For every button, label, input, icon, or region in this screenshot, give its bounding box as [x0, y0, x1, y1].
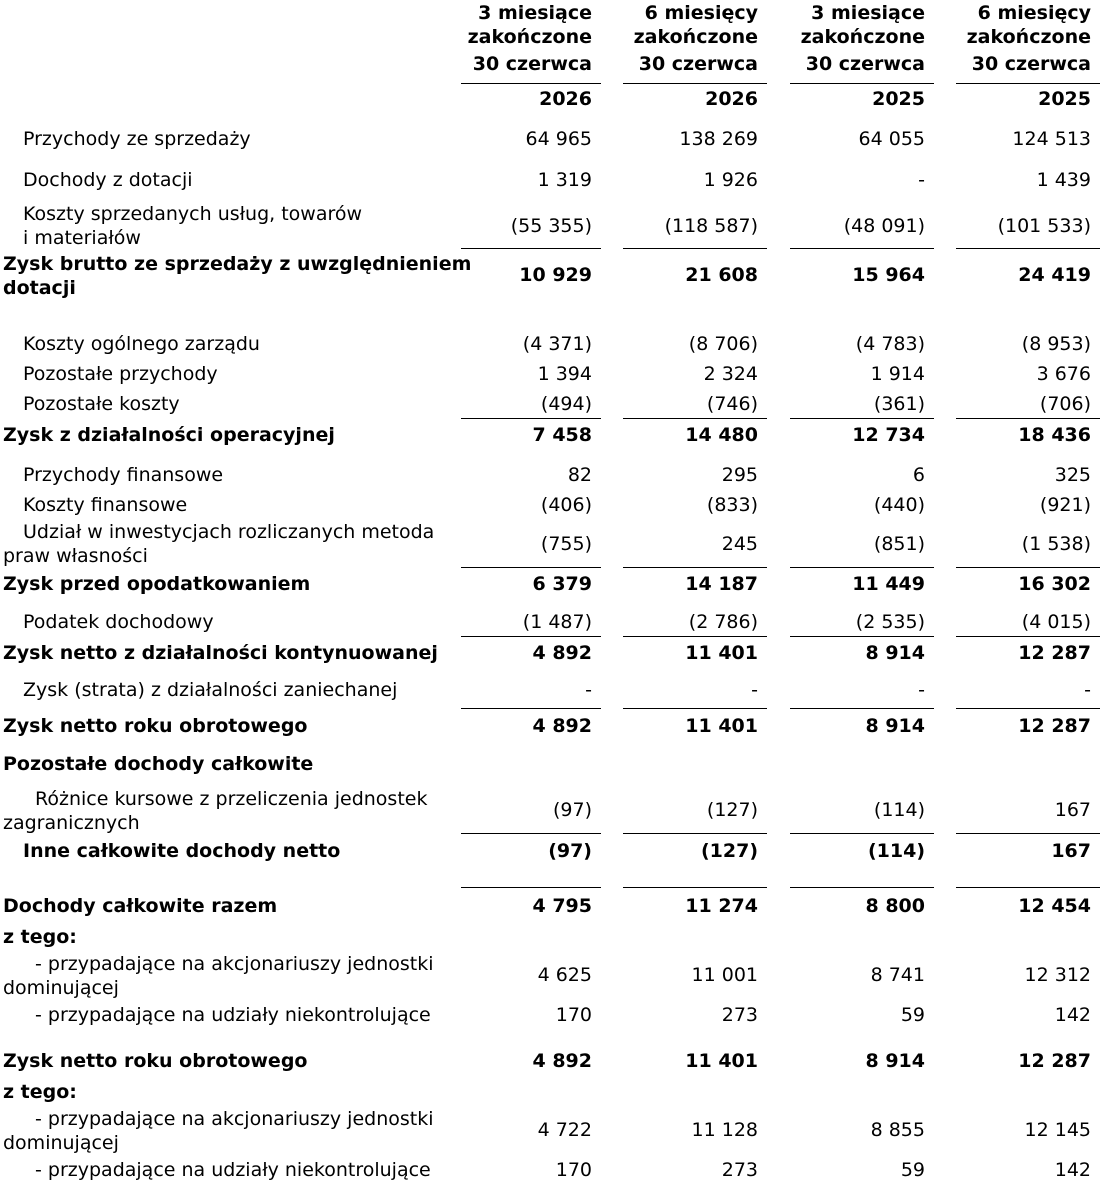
row-label: z tego:: [3, 1081, 77, 1103]
row-value: (114): [873, 799, 925, 821]
total-rule: [461, 833, 601, 834]
row-value: 138 269: [679, 128, 758, 150]
header-rule: [461, 83, 601, 84]
row-value: (755): [540, 533, 592, 555]
row-value: (127): [706, 799, 758, 821]
row-label-continuation: dominującej: [3, 1132, 119, 1154]
row-value: 8 855: [870, 1119, 925, 1141]
row-value: (4 015): [1021, 611, 1091, 633]
row-value: (406): [540, 494, 592, 516]
row-value: (8 706): [688, 333, 758, 355]
row-value: 10 929: [519, 264, 592, 286]
year-label: 2026: [705, 88, 758, 110]
row-label: Koszty finansowe: [23, 494, 188, 516]
row-value: (494): [540, 393, 592, 415]
row-label: Udział w inwestycjach rozliczanych metoda: [23, 521, 435, 543]
row-label: - przypadające na udziały niekontrolujące: [35, 1004, 431, 1026]
row-value: 59: [900, 1004, 925, 1026]
total-rule: [461, 636, 601, 637]
row-value: (1 538): [1021, 533, 1091, 555]
row-value: 167: [1054, 799, 1091, 821]
row-value: 1 439: [1036, 169, 1091, 191]
row-value: (746): [706, 393, 758, 415]
row-value: (97): [552, 799, 592, 821]
row-label: Zysk netto roku obrotowego: [3, 715, 308, 737]
total-rule: [461, 887, 601, 888]
row-value: -: [918, 679, 925, 701]
row-value: 14 480: [685, 424, 758, 446]
row-value: 4 892: [532, 715, 592, 737]
row-value: -: [918, 169, 925, 191]
column-header-line2: zakończone: [966, 26, 1091, 48]
row-value: (8 953): [1021, 333, 1091, 355]
row-label-continuation: dotacji: [3, 277, 76, 299]
total-rule: [623, 833, 767, 834]
row-value: (4 783): [855, 333, 925, 355]
row-value: 295: [721, 464, 758, 486]
row-value: 21 608: [685, 264, 758, 286]
row-value: 18 436: [1018, 424, 1091, 446]
row-label: Zysk netto roku obrotowego: [3, 1050, 308, 1072]
total-rule: [956, 418, 1100, 419]
column-header-line1: 3 miesiące: [478, 2, 592, 24]
total-rule: [790, 567, 934, 568]
row-value: (361): [873, 393, 925, 415]
row-value: 11 401: [685, 1050, 758, 1072]
row-value: 325: [1054, 464, 1091, 486]
row-value: -: [751, 679, 758, 701]
total-rule: [461, 708, 601, 709]
column-header-line3: 30 czerwca: [638, 53, 758, 75]
total-rule: [790, 418, 934, 419]
row-value: (55 355): [510, 215, 592, 237]
total-rule: [956, 636, 1100, 637]
row-value: 273: [721, 1004, 758, 1026]
row-value: 273: [721, 1159, 758, 1181]
row-label: Pozostałe dochody całkowite: [3, 753, 314, 775]
row-value: 170: [555, 1159, 592, 1181]
row-label: Przychody ze sprzedaży: [23, 128, 251, 150]
row-value: 8 741: [870, 964, 925, 986]
row-value: 16 302: [1018, 573, 1091, 595]
row-value: 167: [1051, 840, 1091, 862]
row-value: 3 676: [1036, 363, 1091, 385]
total-rule: [790, 636, 934, 637]
row-value: 64 055: [858, 128, 925, 150]
row-value: 12 312: [1024, 964, 1091, 986]
row-value: 59: [900, 1159, 925, 1181]
row-value: (2 786): [688, 611, 758, 633]
row-value: 4 625: [537, 964, 592, 986]
total-rule: [956, 833, 1100, 834]
row-label: Zysk netto z działalności kontynuowanej: [3, 642, 438, 664]
row-value: (921): [1039, 494, 1091, 516]
header-rule: [623, 83, 767, 84]
row-value: (833): [706, 494, 758, 516]
row-label: Podatek dochodowy: [23, 611, 214, 633]
row-value: 245: [721, 533, 758, 555]
row-value: 12 734: [852, 424, 925, 446]
row-value: (2 535): [855, 611, 925, 633]
row-value: 11 001: [691, 964, 758, 986]
row-value: (48 091): [843, 215, 925, 237]
row-label: z tego:: [3, 926, 77, 948]
row-value: (97): [548, 840, 592, 862]
row-label: Różnice kursowe z przeliczenia jednostek: [35, 788, 428, 810]
row-value: 142: [1054, 1159, 1091, 1181]
row-label: Dochody z dotacji: [23, 169, 193, 191]
row-value: (127): [700, 840, 758, 862]
row-value: 12 454: [1018, 895, 1091, 917]
row-label: Pozostałe przychody: [23, 363, 218, 385]
total-rule: [956, 887, 1100, 888]
row-value: (114): [867, 840, 925, 862]
total-rule: [956, 708, 1100, 709]
total-rule: [461, 567, 601, 568]
row-label: - przypadające na akcjonariuszy jednostki: [35, 1108, 434, 1130]
row-value: 8 914: [865, 642, 925, 664]
total-rule: [790, 708, 934, 709]
row-label-continuation: praw własności: [3, 545, 148, 567]
row-value: 142: [1054, 1004, 1091, 1026]
row-label: Zysk brutto ze sprzedaży z uwzględnieniem: [3, 253, 472, 275]
column-header-line2: zakończone: [467, 26, 592, 48]
row-value: 8 800: [865, 895, 925, 917]
row-value: 1 914: [870, 363, 925, 385]
row-value: 124 513: [1012, 128, 1091, 150]
row-value: 12 287: [1018, 1050, 1091, 1072]
row-value: 8 914: [865, 1050, 925, 1072]
row-value: 4 722: [537, 1119, 592, 1141]
row-label: - przypadające na akcjonariuszy jednostki: [35, 953, 434, 975]
row-value: (851): [873, 533, 925, 555]
row-value: (1 487): [522, 611, 592, 633]
total-rule: [623, 418, 767, 419]
row-value: 82: [567, 464, 592, 486]
column-header-line1: 6 miesięcy: [977, 2, 1091, 24]
row-value: 12 145: [1024, 1119, 1091, 1141]
row-label: Zysk z działalności operacyjnej: [3, 424, 335, 446]
total-rule: [461, 248, 601, 249]
row-label: Dochody całkowite razem: [3, 895, 278, 917]
row-value: 1 394: [537, 363, 592, 385]
row-label: Pozostałe koszty: [23, 393, 180, 415]
column-header-line1: 3 miesiące: [811, 2, 925, 24]
row-label: Koszty sprzedanych usług, towarów: [23, 203, 363, 225]
total-rule: [623, 636, 767, 637]
total-rule: [623, 248, 767, 249]
row-value: 11 449: [852, 573, 925, 595]
column-header-line3: 30 czerwca: [971, 53, 1091, 75]
total-rule: [956, 567, 1100, 568]
row-value: (440): [873, 494, 925, 516]
row-value: 24 419: [1018, 264, 1091, 286]
row-value: (101 533): [997, 215, 1091, 237]
row-value: -: [1084, 679, 1091, 701]
row-value: 12 287: [1018, 642, 1091, 664]
row-label: Zysk (strata) z działalności zaniechanej: [23, 679, 398, 701]
row-value: 4 795: [532, 895, 592, 917]
row-value: 6: [912, 464, 925, 486]
column-header-line1: 6 miesięcy: [644, 2, 758, 24]
row-value: 12 287: [1018, 715, 1091, 737]
row-value: 1 926: [703, 169, 758, 191]
row-value: (118 587): [664, 215, 758, 237]
total-rule: [623, 708, 767, 709]
row-label: Inne całkowite dochody netto: [23, 840, 341, 862]
column-header-line2: zakończone: [800, 26, 925, 48]
total-rule: [623, 887, 767, 888]
row-label: Zysk przed opodatkowaniem: [3, 573, 311, 595]
row-value: (4 371): [522, 333, 592, 355]
row-value: 8 914: [865, 715, 925, 737]
row-value: 64 965: [525, 128, 592, 150]
total-rule: [956, 248, 1100, 249]
row-label-continuation: zagranicznych: [3, 812, 140, 834]
header-rule: [790, 83, 934, 84]
row-label: Przychody finansowe: [23, 464, 224, 486]
row-value: 4 892: [532, 642, 592, 664]
row-label: - przypadające na udziały niekontrolujące: [35, 1159, 431, 1181]
row-value: 2 324: [703, 363, 758, 385]
total-rule: [790, 833, 934, 834]
row-value: 6 379: [532, 573, 592, 595]
total-rule: [623, 567, 767, 568]
row-value: 11 401: [685, 715, 758, 737]
row-value: 170: [555, 1004, 592, 1026]
row-value: 11 274: [685, 895, 758, 917]
row-value: 1 319: [537, 169, 592, 191]
column-header-line3: 30 czerwca: [805, 53, 925, 75]
year-label: 2025: [1038, 88, 1091, 110]
row-value: (706): [1039, 393, 1091, 415]
row-value: 11 128: [691, 1119, 758, 1141]
row-label: Koszty ogólnego zarządu: [23, 333, 260, 355]
year-label: 2025: [872, 88, 925, 110]
header-rule: [956, 83, 1100, 84]
total-rule: [790, 248, 934, 249]
row-value: -: [585, 679, 592, 701]
row-label-continuation: i materiałów: [23, 227, 141, 249]
row-label-continuation: dominującej: [3, 977, 119, 999]
row-value: 14 187: [685, 573, 758, 595]
row-value: 4 892: [532, 1050, 592, 1072]
row-value: 11 401: [685, 642, 758, 664]
row-value: 15 964: [852, 264, 925, 286]
column-header-line3: 30 czerwca: [472, 53, 592, 75]
total-rule: [461, 418, 601, 419]
total-rule: [790, 887, 934, 888]
year-label: 2026: [539, 88, 592, 110]
column-header-line2: zakończone: [633, 26, 758, 48]
row-value: 7 458: [532, 424, 592, 446]
